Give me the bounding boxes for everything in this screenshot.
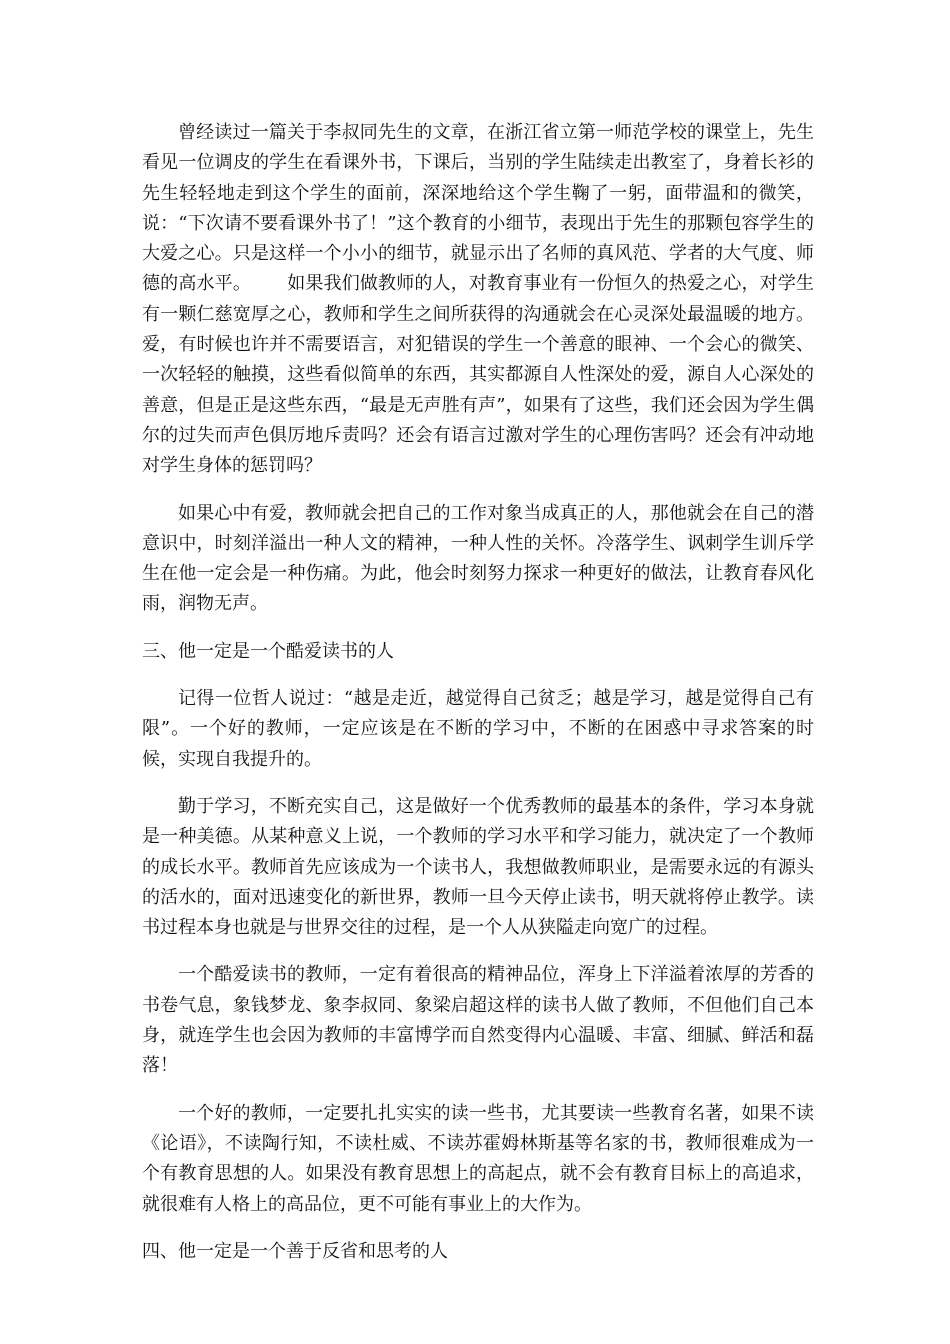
paragraph-book-lover: 一个酷爱读书的教师，一定有着很高的精神品位，浑身上下洋溢着浓厚的芳香的书卷气息，象钱梦龙、象李叔同、象梁启超这样的读书人做了教师，不但他们自己本身，就连学生也会因为教师的丰富博学而自然变得内心温暖、丰富、细腻、鲜活和磊落！ — [142, 964, 814, 1077]
section-heading-4: 四、他一定是一个善于反省和思考的人 — [142, 1240, 448, 1262]
paragraph-read-classics: 一个好的教师，一定要扎扎实实的读一些书，尤其要读一些教育名著，如果不读《论语》，不读陶行知，不读杜威、不读苏霍姆林斯基等名家的书，教师很难成为一个有教育思想的人。如果没有教育思想上的高起点，就不会有教育目标上的高追求，就很难有人格上的高品位，更不可能有事业上的大作为。 — [142, 1102, 814, 1215]
section-heading-3: 三、他一定是一个酷爱读书的人 — [142, 640, 394, 662]
paragraph-li-shutong-part2: 如果我们做教师的人，对教育事业有一份恒久的热爱之心，对学生有一颗仁慈宽厚之心，教师和学生之间所获得的沟通就会在心灵深处最温暖的地方。爱，有时候也许并不需要语言，对犯错误的学生一个善意的眼神、一个会心的微笑、一次轻轻的触摸，这些看似简单的东西，其实都源自人性深处的爱，源自人心深处的善意，但是正是这些东西，“最是无声胜有声”，如果有了这些，我们还会因为学生偶尔的过失而声色俱厉地斥责吗？还会有语言过激对学生的心理伤害吗？还会有冲动地对学生身体的惩罚吗？ — [142, 273, 814, 477]
document-body — [142, 118, 814, 1284]
paragraph-philosopher-quote: 记得一位哲人说过：“越是走近，越觉得自己贫乏；越是学习，越是觉得自己有限”。一个好的教师，一定应该是在不断的学习中，不断的在困惑中寻求答案的时候，实现自我提升的。 — [142, 688, 814, 770]
paragraph-li-shutong-part1: 曾经读过一篇关于李叔同先生的文章，在浙江省立第一师范学校的课堂上，先生看见一位调皮的学生在看课外书，下课后，当别的学生陆续走出教室了，身着长衫的先生轻轻地走到这个学生的面前，深深地给这个学生鞠了一躬，面带温和的微笑，说：“下次请不要看课外书了！”这个教育的小细节，表现出于先生的那颗包容学生的大爱之心。只是这样一个小小的细节，就显示出了名师的真风范、学者的大气度、师德的高水平。 — [142, 122, 814, 295]
paragraph-diligent-learning: 勤于学习，不断充实自己，这是做好一个优秀教师的最基本的条件，学习本身就是一种美德。从某种意义上说，一个教师的学习水平和学习能力，就决定了一个教师的成长水平。教师首先应该成为一个读书人，我想做教师职业，是需要永远的有源头的活水的，面对迅速变化的新世界，教师一旦今天停止读书，明天就将停止教学。读书过程本身也就是与世界交往的过程，是一个人从狭隘走向宽广的过程。 — [142, 795, 814, 939]
paragraph-li-shutong — [142, 118, 814, 482]
paragraph-love-in-heart: 如果心中有爱，教师就会把自己的工作对象当成真正的人，那他就会在自己的潜意识中，时刻洋溢出一种人文的精神，一种人性的关怀。冷落学生、讽刺学生训斥学生在他一定会是一种伤痛。为此，他会时刻努力探求一种更好的做法，让教育春风化雨，润物无声。 — [142, 502, 814, 615]
